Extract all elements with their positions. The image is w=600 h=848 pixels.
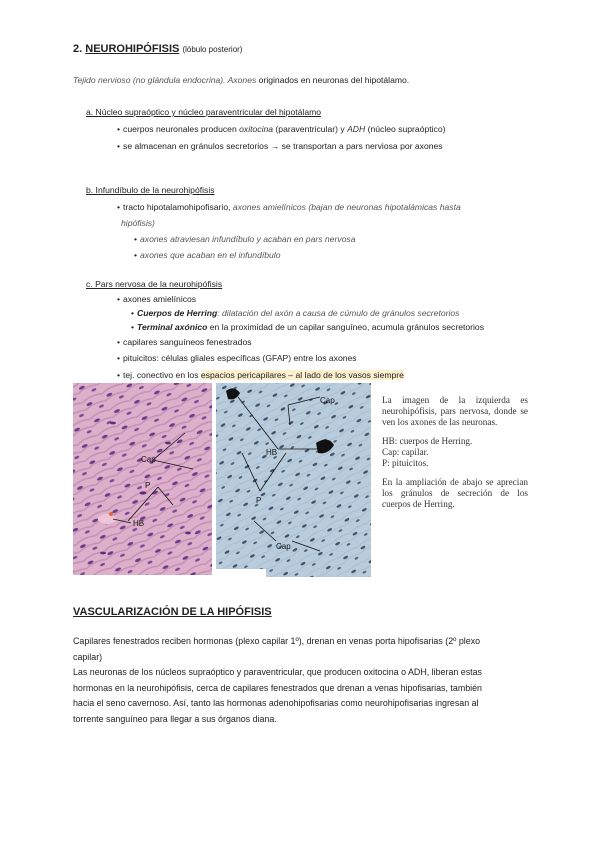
caption-p2: En la ampliación de abajo se aprecian los gránulos de secreción de los cuerpos de Herring. — [382, 477, 528, 509]
section-a-title: a. Núcleo supraóptico y núcleo paraventricular del hipotálamo — [86, 107, 322, 117]
terminal-term: Terminal axónico — [137, 322, 208, 332]
section-c-bullet-2: • capilares sanguíneos fenestrados — [117, 337, 252, 347]
vasc-p1-line2: capilar) — [73, 651, 103, 662]
oxitocina-term: oxitocina — [239, 124, 274, 134]
text: se almacenan en gránulos secretorios → se transportan a pars nerviosa por axones — [123, 141, 443, 151]
text: capilares sanguíneos fenestrados — [123, 337, 252, 347]
text: (paraventricular) y — [273, 124, 348, 134]
caption-l2: Cap: capilar. — [382, 447, 429, 457]
section-b-title: b. Infundíbulo de la neurohipófisis — [86, 185, 215, 195]
text: tej. conectivo en los — [123, 370, 201, 380]
section-a-bullet-2: • se almacenan en gránulos secretorios → se transportan a pars nerviosa por axones — [117, 141, 443, 151]
label-p: P — [145, 481, 151, 490]
heading-title: NEUROHIPÓFISIS — [85, 43, 180, 55]
vasc-p1-line1: Capilares fenestrados reciben hormonas (plexo capilar 1º), drenan en venas porta hipofisarias (2º plexo — [73, 636, 481, 646]
vasc-p2-line1: Las neuronas de los núcleos supraóptico y paraventricular, que producen oxitocina o ADH, liberan estas — [73, 667, 482, 677]
label-hb: HB — [133, 519, 145, 528]
vasc-p2-line4: torrente sanguíneo para llegar a sus órganos diana. — [73, 713, 277, 724]
highlighted-text: espacios pericapilares – al lado de los vasos siempre — [200, 370, 404, 380]
label-hb: HB — [266, 448, 278, 457]
label-cap-bottom: Cap — [276, 542, 291, 551]
page-heading — [73, 43, 242, 55]
text: pituicitos: células gliales específicas (GFAP) entre los axones — [123, 353, 357, 363]
micrograph-blue — [216, 383, 371, 577]
figure-caption — [382, 395, 528, 518]
intro-rest: originados en neuronas del hipotálamo. — [256, 75, 410, 85]
micrograph-he — [73, 383, 212, 575]
section-c-sub-1: • Cuerpos de Herring: dilatación del axón a causa de cúmulo de gránulos secretorios — [131, 308, 460, 318]
label-p: P — [256, 496, 262, 505]
section-b-sub-2: • axones que acaban en el infundíbulo — [134, 250, 281, 260]
text: axones amielínicos (bajan de neuronas hipotalámicas hasta — [232, 202, 461, 212]
intro-line — [73, 74, 409, 86]
label-cap-top: Cap — [320, 396, 335, 405]
caption-l1: HB: cuerpos de Herring. — [382, 436, 473, 446]
vasc-heading: VASCULARIZACIÓN DE LA HIPÓFISIS — [73, 606, 272, 618]
section-b-sub-1: • axones atraviesan infundíbulo y acaban en pars nervosa — [134, 234, 356, 244]
section-b-bullet-1-cont: hipófisis) — [121, 218, 155, 228]
text: axones que acaban en el infundíbulo — [140, 250, 281, 260]
text: : dilatación del axón a causa de cúmulo de gránulos secretorios — [217, 308, 460, 318]
vasc-paragraph-1 — [73, 634, 533, 727]
image-strip — [216, 569, 266, 577]
section-a-bullet-1: • cuerpos neuronales producen oxitocina (paraventricular) y ADH (núcleo supraóptico) — [117, 124, 446, 134]
vasc-p2-line2: hormonas en la neurohipófisis, cerca de capilares fenestrados que drenan a venas hipofisarias, también — [73, 682, 482, 693]
text: axones amielínicos — [123, 294, 197, 304]
adh-term: ADH — [347, 124, 366, 134]
vasc-p2-line3: hacia el seno cavernoso. Así, tanto las hormonas adenohipofisarias como neurohipofisarias ingresan al — [73, 698, 479, 708]
caption-p1: La imagen de la izquierda es neurohipófisis, pars nervosa, donde se ven los axones de las neuronas. — [382, 395, 528, 427]
section-b-bullet-1: • tracto hipotalamohipofisario, axones amielínicos (bajan de neuronas hipotalámicas hasta — [117, 202, 461, 212]
text: tracto hipotalamohipofisario, — [123, 202, 233, 212]
heading-number: 2. — [73, 43, 83, 55]
intro-italic: Tejido nervioso (no glándula endocrina). Axones — [73, 75, 257, 85]
section-c-title: c. Pars nervosa de la neurohipófisis — [86, 279, 223, 289]
text: axones atraviesan infundíbulo y acaban en pars nervosa — [140, 234, 356, 244]
label-cap: Cap — [141, 455, 156, 464]
text: (núcleo supraóptico) — [365, 124, 446, 134]
section-c-bullet-4: • tej. conectivo en los espacios pericapilares – al lado de los vasos siempre — [117, 370, 404, 380]
section-c-bullet-3: • pituicitos: células gliales específicas (GFAP) entre los axones — [117, 353, 357, 363]
section-c-sub-2: • Terminal axónico en la proximidad de un capilar sanguíneo, acumula gránulos secretorios — [131, 322, 484, 332]
text: en la proximidad de un capilar sanguíneo, acumula gránulos secretorios — [207, 322, 484, 332]
caption-l3: P: pituicitos. — [382, 458, 429, 468]
herring-term: Cuerpos de Herring — [137, 308, 218, 318]
heading-subtitle: (lóbulo posterior) — [182, 45, 243, 54]
section-c-bullet-1: • axones amielínicos — [117, 294, 197, 304]
text: cuerpos neuronales producen — [123, 124, 240, 134]
